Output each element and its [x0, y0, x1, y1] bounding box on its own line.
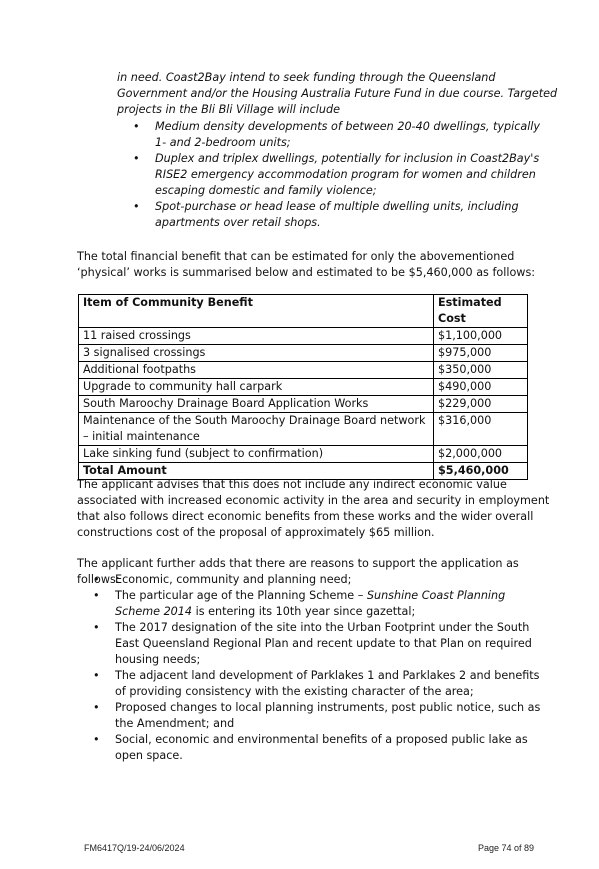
table-row — [79, 379, 528, 396]
reasons-intro-paragraph: The applicant further adds that there are reasons to support the application as follows: — [77, 557, 519, 586]
intro-paragraph: in need. Coast2Bay intend to seek funding through the Queensland Government and/or the Housing Australia Future Fund in due course. Targeted projects in the Bli Bli Village will include — [117, 71, 558, 116]
total-cost-cell: $5,460,000 — [434, 463, 528, 480]
list-item: • Spot-purchase or head lease of multiple dwelling units, including apartments over retail shops. — [133, 199, 553, 231]
table-header-row — [79, 295, 528, 328]
list-item: • Economic, community and planning need; — [93, 572, 543, 588]
table-row — [79, 362, 528, 379]
cost-cell: $316,000 — [434, 413, 528, 446]
cost-cell: $350,000 — [434, 362, 528, 379]
item-cell: Maintenance of the South Maroochy Drainage Board network – initial maintenance — [79, 413, 434, 446]
footer-page-number: Page 74 of 89 — [478, 843, 535, 853]
list-item: • The adjacent land development of Parklakes 1 and Parklakes 2 and benefits of providing consistency with the existing character of the area; — [93, 668, 543, 700]
reasons-bullet-list — [93, 572, 543, 764]
financial-benefit-paragraph: The total financial benefit that can be estimated for only the abovementioned ‘physical’ works is summarised below and estimated to be $5,460,000 as follows: — [77, 250, 536, 279]
item-cell: South Maroochy Drainage Board Application Works — [79, 396, 434, 413]
list-item: • Social, economic and environmental benefits of a proposed public lake as open space. — [93, 732, 543, 764]
cost-cell: $2,000,000 — [434, 446, 528, 463]
cost-cell: $1,100,000 — [434, 328, 528, 345]
item-cell: Lake sinking fund (subject to confirmation) — [79, 446, 434, 463]
list-item: • Medium density developments of between 20-40 dwellings, typically 1- and 2-bedroom units; — [133, 119, 553, 151]
table-row — [79, 413, 528, 446]
planning-scheme-title: Sunshine Coast Planning Scheme 2014 — [115, 589, 506, 618]
item-cell: Upgrade to community hall carpark — [79, 379, 434, 396]
list-item — [93, 588, 543, 620]
list-item: • Proposed changes to local planning instruments, post public notice, such as the Amendment; and — [93, 700, 543, 732]
cost-cell: $975,000 — [434, 345, 528, 362]
reason-text: is entering its 10th year since gazettal; — [192, 605, 416, 618]
column-header-cost: Estimated Cost — [434, 295, 528, 328]
item-cell: Additional footpaths — [79, 362, 434, 379]
list-item: • The 2017 designation of the site into the Urban Footprint under the South East Queensland Regional Plan and recent update to that Plan on required housing needs; — [93, 620, 543, 668]
community-benefit-table — [78, 294, 528, 480]
total-label-cell: Total Amount — [79, 463, 434, 480]
item-cell: 3 signalised crossings — [79, 345, 434, 362]
column-header-item: Item of Community Benefit — [79, 295, 434, 328]
indirect-value-paragraph: The applicant advises that this does not include any indirect economic value associated with increased economic activity in the area and security in employment that also follows direct economic benefits from these works and the wider overall constructions cost of the proposal of approximately $65 million. — [77, 478, 550, 539]
cost-cell: $229,000 — [434, 396, 528, 413]
reason-text: The particular age of the Planning Scheme – — [115, 589, 367, 602]
intro-bullet-list — [133, 119, 553, 231]
table-row — [79, 396, 528, 413]
table-row — [79, 345, 528, 362]
cost-cell: $490,000 — [434, 379, 528, 396]
table-row — [79, 328, 528, 345]
table-row — [79, 446, 528, 463]
item-cell: 11 raised crossings — [79, 328, 434, 345]
list-item: • Duplex and triplex dwellings, potentially for inclusion in Coast2Bay's RISE2 emergency accommodation program for women and children escaping domestic and family violence; — [133, 151, 553, 199]
footer-document-id: FM6417Q/19-24/06/2024 — [84, 843, 185, 853]
